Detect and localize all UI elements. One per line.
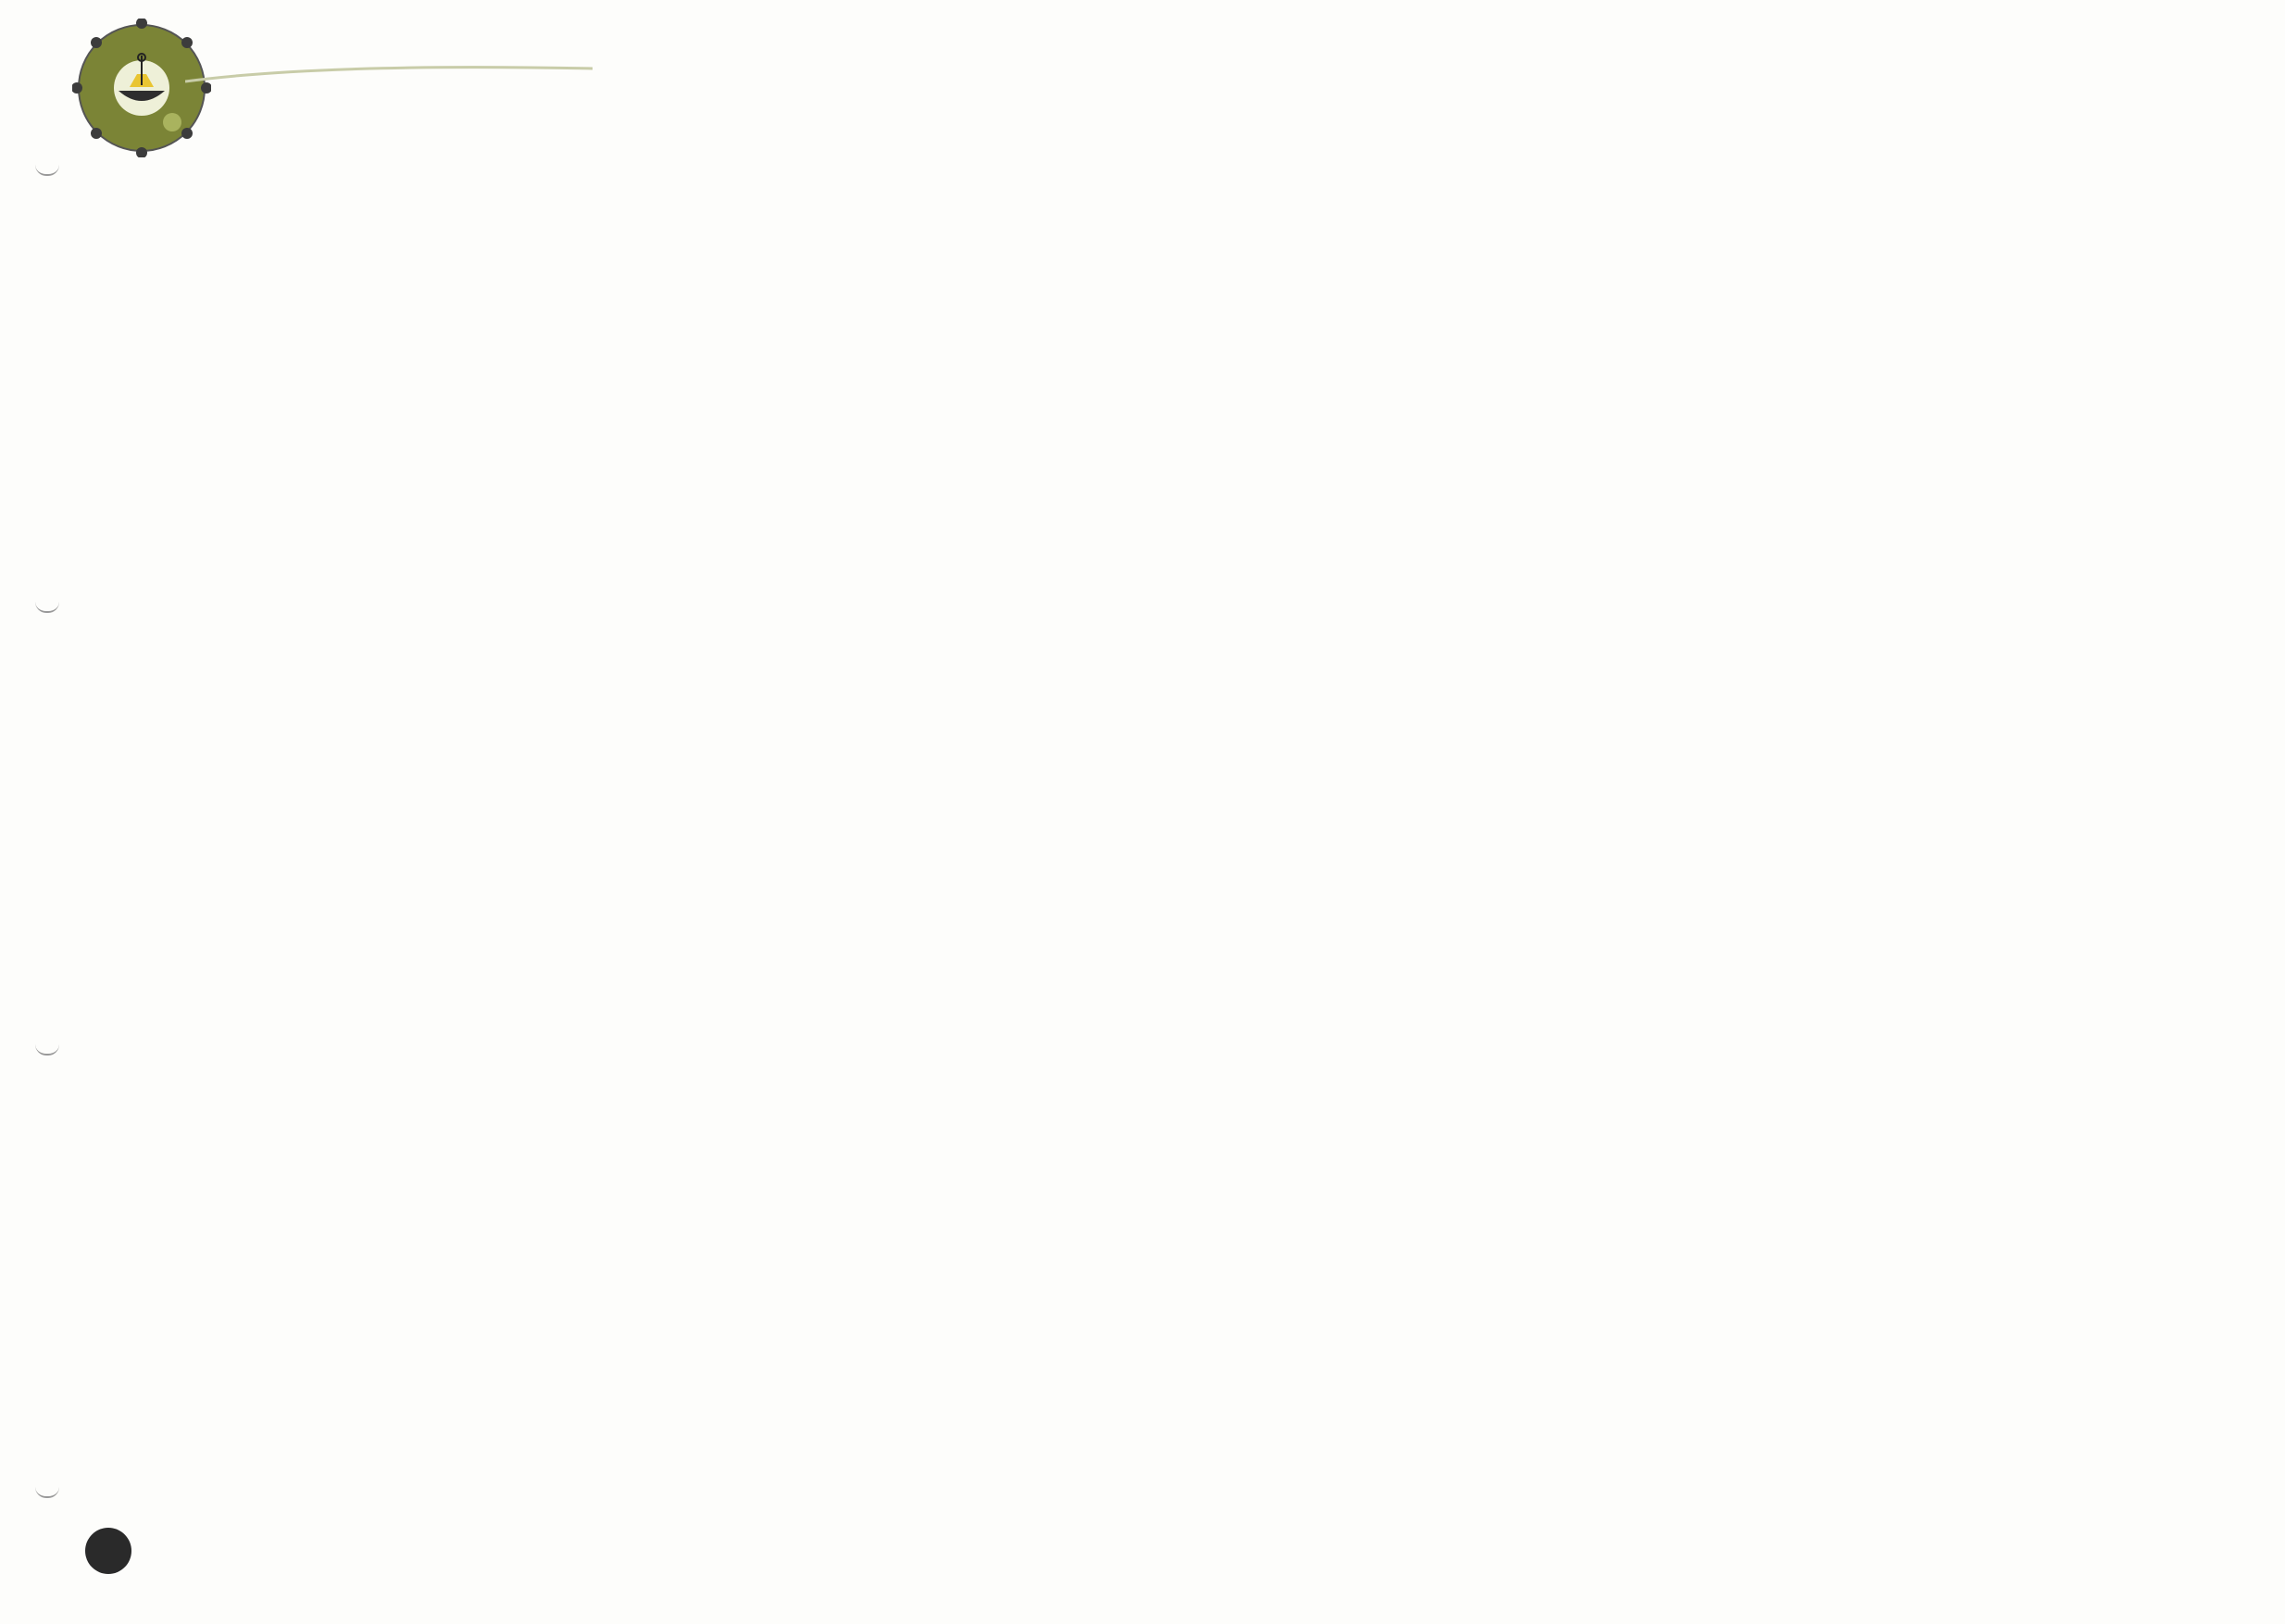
criteria-grid <box>1176 89 2220 1511</box>
footer-logo <box>85 1528 131 1574</box>
binder-hole <box>35 1044 59 1056</box>
binder-hole <box>35 165 59 176</box>
binder-hole <box>35 602 59 613</box>
header-swoosh-decoration <box>185 56 593 93</box>
binder-hole <box>35 1487 59 1498</box>
